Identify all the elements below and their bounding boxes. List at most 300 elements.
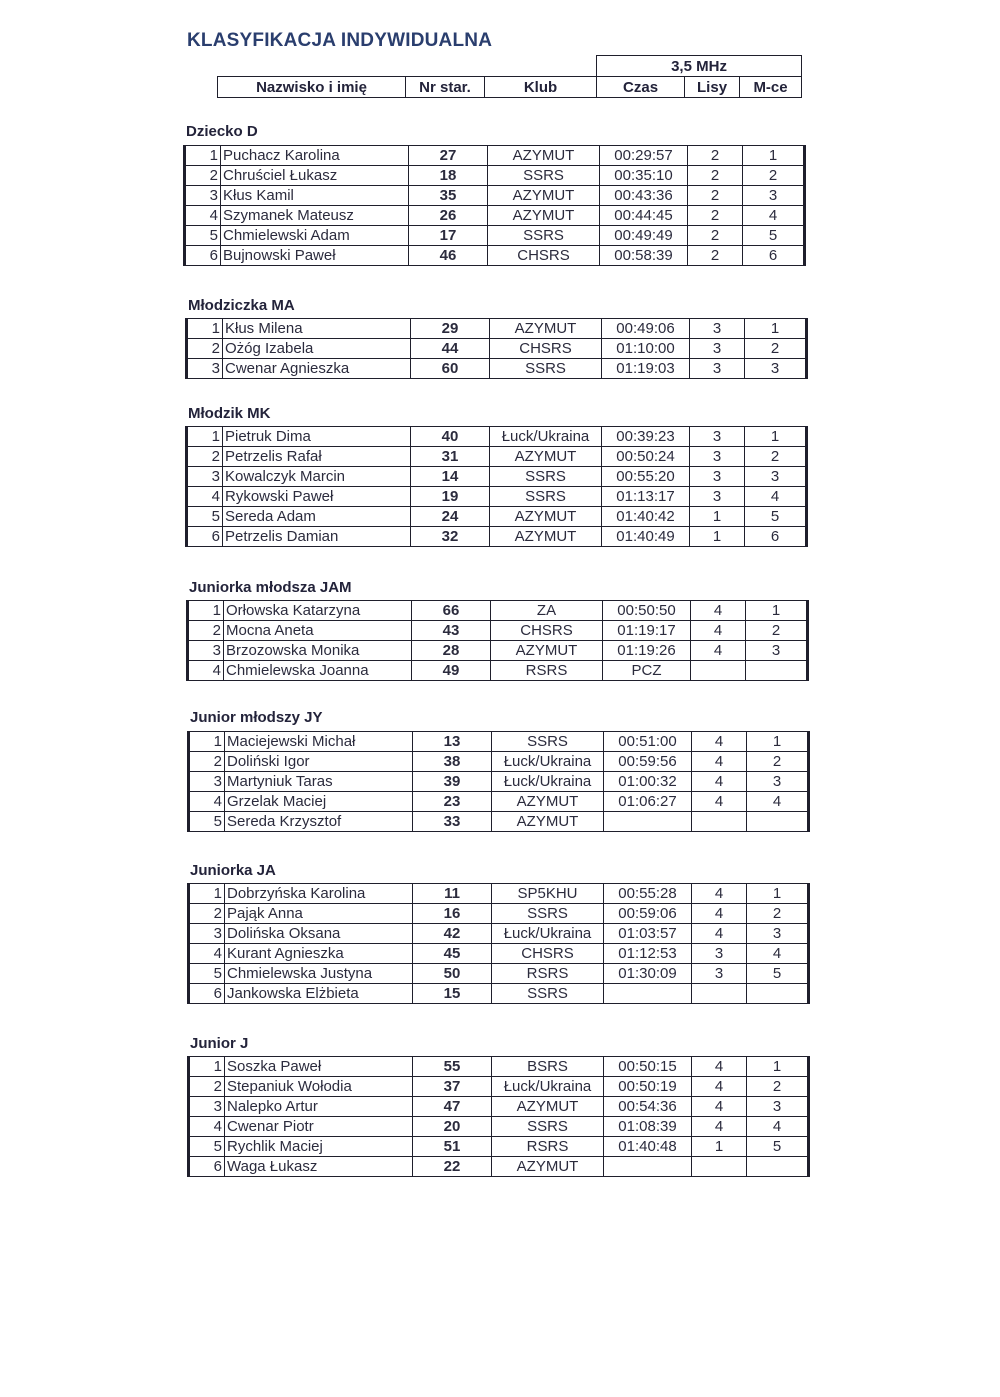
start-number-cell: 22 xyxy=(413,1157,492,1177)
club-cell: AZYMUT xyxy=(490,319,602,339)
competitor-name-cell: Dobrzyńska Karolina xyxy=(225,884,413,904)
foxes-cell: 3 xyxy=(690,359,745,379)
competitor-name-cell: Ożóg Izabela xyxy=(223,339,411,359)
start-number-cell: 28 xyxy=(412,641,491,661)
table-row xyxy=(187,467,807,487)
section-label: Dziecko D xyxy=(186,123,258,140)
time-cell: 00:54:36 xyxy=(604,1097,692,1117)
place-number-cell: 1 xyxy=(187,427,223,447)
competitor-name-cell: Grzelak Maciej xyxy=(225,792,413,812)
club-cell: AZYMUT xyxy=(492,1157,604,1177)
place-number-cell: 2 xyxy=(189,752,225,772)
page-title: KLASYFIKACJA INDYWIDUALNA xyxy=(187,30,493,51)
place-number-cell: 3 xyxy=(189,924,225,944)
foxes-cell: 3 xyxy=(690,319,745,339)
time-cell: 01:10:00 xyxy=(602,339,690,359)
club-cell: Łuck/Ukraina xyxy=(492,924,604,944)
competitor-name-cell: Petrzelis Damian xyxy=(223,527,411,547)
position-cell: 1 xyxy=(747,732,809,752)
time-cell: 00:39:23 xyxy=(602,427,690,447)
position-cell: 5 xyxy=(745,507,807,527)
position-cell: 3 xyxy=(745,467,807,487)
place-number-cell: 3 xyxy=(187,359,223,379)
start-number-cell: 23 xyxy=(413,792,492,812)
competitor-name-cell: Orłowska Katarzyna xyxy=(224,601,412,621)
table-row xyxy=(189,884,809,904)
table-row xyxy=(189,944,809,964)
position-cell xyxy=(747,812,809,832)
time-cell: 00:50:19 xyxy=(604,1077,692,1097)
start-number-cell: 19 xyxy=(411,487,490,507)
foxes-cell: 4 xyxy=(691,641,746,661)
club-cell: AZYMUT xyxy=(492,812,604,832)
club-cell: AZYMUT xyxy=(488,186,600,206)
table-row xyxy=(189,1097,809,1117)
position-cell: 4 xyxy=(743,206,805,226)
section-label: Juniorka młodsza JAM xyxy=(189,579,352,596)
competitor-name-cell: Cwenar Agnieszka xyxy=(223,359,411,379)
results-table xyxy=(183,145,806,266)
competitor-name-cell: Sereda Adam xyxy=(223,507,411,527)
position-cell: 2 xyxy=(747,752,809,772)
time-cell: 01:19:03 xyxy=(602,359,690,379)
time-cell: 01:40:49 xyxy=(602,527,690,547)
club-cell: BSRS xyxy=(492,1057,604,1077)
time-cell: 00:44:45 xyxy=(600,206,688,226)
position-cell: 2 xyxy=(745,339,807,359)
place-number-cell: 3 xyxy=(187,467,223,487)
foxes-cell: 3 xyxy=(690,427,745,447)
table-row xyxy=(185,186,805,206)
time-cell: 01:00:32 xyxy=(604,772,692,792)
foxes-cell: 4 xyxy=(691,621,746,641)
foxes-cell: 3 xyxy=(692,964,747,984)
foxes-cell: 1 xyxy=(692,1137,747,1157)
results-table xyxy=(187,883,810,1004)
place-number-cell: 4 xyxy=(188,661,224,681)
position-cell: 3 xyxy=(747,772,809,792)
competitor-name-cell: Waga Łukasz xyxy=(225,1157,413,1177)
club-cell: AZYMUT xyxy=(492,1097,604,1117)
time-cell: 01:03:57 xyxy=(604,924,692,944)
time-cell: 00:49:06 xyxy=(602,319,690,339)
start-number-cell: 13 xyxy=(413,732,492,752)
club-cell: AZYMUT xyxy=(491,641,603,661)
place-number-cell: 3 xyxy=(188,641,224,661)
competitor-name-cell: Maciejewski Michał xyxy=(225,732,413,752)
place-number-cell: 6 xyxy=(189,1157,225,1177)
time-cell: 01:06:27 xyxy=(604,792,692,812)
table-row xyxy=(187,447,807,467)
table-row xyxy=(189,732,809,752)
table-row xyxy=(189,1157,809,1177)
start-number-cell: 16 xyxy=(413,904,492,924)
competitor-name-cell: Szymanek Mateusz xyxy=(221,206,409,226)
place-number-cell: 4 xyxy=(189,1117,225,1137)
start-number-cell: 11 xyxy=(413,884,492,904)
competitor-name-cell: Kłus Milena xyxy=(223,319,411,339)
position-cell: 2 xyxy=(747,904,809,924)
section-label: Junior młodszy JY xyxy=(190,709,323,726)
position-cell: 5 xyxy=(747,1137,809,1157)
club-cell: SSRS xyxy=(492,1117,604,1137)
competitor-name-cell: Nalepko Artur xyxy=(225,1097,413,1117)
results-table xyxy=(187,731,810,832)
place-number-cell: 6 xyxy=(189,984,225,1004)
club-cell: SSRS xyxy=(492,984,604,1004)
competitor-name-cell: Soszka Paweł xyxy=(225,1057,413,1077)
foxes-cell: 4 xyxy=(691,601,746,621)
time-cell: 01:30:09 xyxy=(604,964,692,984)
table-row xyxy=(189,1117,809,1137)
position-cell: 1 xyxy=(745,427,807,447)
competitor-name-cell: Brzozowska Monika xyxy=(224,641,412,661)
club-cell: AZYMUT xyxy=(490,447,602,467)
time-cell: 00:59:56 xyxy=(604,752,692,772)
club-cell: CHSRS xyxy=(492,944,604,964)
table-row xyxy=(187,487,807,507)
competitor-name-cell: Rykowski Paweł xyxy=(223,487,411,507)
table-row xyxy=(189,924,809,944)
time-cell: 01:08:39 xyxy=(604,1117,692,1137)
place-number-cell: 3 xyxy=(189,1097,225,1117)
table-row xyxy=(187,319,807,339)
place-number-cell: 6 xyxy=(187,527,223,547)
position-cell: 1 xyxy=(745,319,807,339)
club-cell: SSRS xyxy=(492,732,604,752)
place-number-cell: 2 xyxy=(189,904,225,924)
time-cell: 00:50:24 xyxy=(602,447,690,467)
place-number-cell: 2 xyxy=(185,166,221,186)
time-cell: 00:55:28 xyxy=(604,884,692,904)
table-row xyxy=(187,339,807,359)
table-row xyxy=(188,601,808,621)
place-number-cell: 2 xyxy=(188,621,224,641)
place-number-cell: 1 xyxy=(188,601,224,621)
place-number-cell: 1 xyxy=(189,732,225,752)
position-cell: 4 xyxy=(747,944,809,964)
start-number-cell: 43 xyxy=(412,621,491,641)
results-table xyxy=(185,426,808,547)
club-cell: CHSRS xyxy=(491,621,603,641)
position-cell: 2 xyxy=(747,1077,809,1097)
place-number-cell: 4 xyxy=(189,944,225,964)
position-cell: 2 xyxy=(746,621,808,641)
place-number-cell: 4 xyxy=(187,487,223,507)
place-number-cell: 4 xyxy=(185,206,221,226)
foxes-cell xyxy=(692,984,747,1004)
table-row xyxy=(185,206,805,226)
start-number-cell: 47 xyxy=(413,1097,492,1117)
table-row xyxy=(189,792,809,812)
position-cell: 5 xyxy=(747,964,809,984)
competitor-name-cell: Petrzelis Rafał xyxy=(223,447,411,467)
time-cell: PCZ xyxy=(603,661,691,681)
table-row xyxy=(187,507,807,527)
foxes-cell: 4 xyxy=(692,792,747,812)
table-row xyxy=(188,621,808,641)
competitor-name-cell: Kurant Agnieszka xyxy=(225,944,413,964)
col-header-mce: M-ce xyxy=(740,77,802,98)
foxes-cell xyxy=(691,661,746,681)
place-number-cell: 5 xyxy=(189,964,225,984)
table-row xyxy=(189,1137,809,1157)
foxes-cell: 4 xyxy=(692,924,747,944)
time-cell: 00:59:06 xyxy=(604,904,692,924)
club-cell: Łuck/Ukraina xyxy=(492,772,604,792)
section-label: Młodziczka MA xyxy=(188,297,295,314)
position-cell: 4 xyxy=(747,792,809,812)
club-cell: AZYMUT xyxy=(490,507,602,527)
results-table xyxy=(185,318,808,379)
club-cell: SSRS xyxy=(488,166,600,186)
foxes-cell: 4 xyxy=(692,884,747,904)
competitor-name-cell: Dolińska Oksana xyxy=(225,924,413,944)
results-table xyxy=(187,1056,810,1177)
competitor-name-cell: Stepaniuk Wołodia xyxy=(225,1077,413,1097)
foxes-cell: 3 xyxy=(692,944,747,964)
start-number-cell: 14 xyxy=(411,467,490,487)
foxes-cell: 4 xyxy=(692,904,747,924)
start-number-cell: 39 xyxy=(413,772,492,792)
competitor-name-cell: Chmielewska Justyna xyxy=(225,964,413,984)
position-cell: 3 xyxy=(743,186,805,206)
time-cell: 00:51:00 xyxy=(604,732,692,752)
club-cell: SSRS xyxy=(490,487,602,507)
competitor-name-cell: Pietruk Dima xyxy=(223,427,411,447)
time-cell: 00:58:39 xyxy=(600,246,688,266)
position-cell: 3 xyxy=(745,359,807,379)
table-row xyxy=(189,1077,809,1097)
time-cell: 00:50:15 xyxy=(604,1057,692,1077)
foxes-cell: 4 xyxy=(692,1077,747,1097)
time-cell: 00:49:49 xyxy=(600,226,688,246)
section-label: Junior J xyxy=(190,1035,249,1052)
place-number-cell: 1 xyxy=(189,1057,225,1077)
club-cell: SSRS xyxy=(490,467,602,487)
table-row xyxy=(189,772,809,792)
club-cell: Łuck/Ukraina xyxy=(492,752,604,772)
competitor-name-cell: Mocna Aneta xyxy=(224,621,412,641)
foxes-cell: 3 xyxy=(690,447,745,467)
col-header-name: Nazwisko i imię xyxy=(218,77,406,98)
start-number-cell: 42 xyxy=(413,924,492,944)
start-number-cell: 46 xyxy=(409,246,488,266)
place-number-cell: 5 xyxy=(189,1137,225,1157)
table-row xyxy=(188,641,808,661)
place-number-cell: 6 xyxy=(185,246,221,266)
club-cell: CHSRS xyxy=(488,246,600,266)
table-row xyxy=(185,226,805,246)
time-cell: 01:40:48 xyxy=(604,1137,692,1157)
position-cell: 5 xyxy=(743,226,805,246)
place-number-cell: 3 xyxy=(189,772,225,792)
table-row xyxy=(187,527,807,547)
start-number-cell: 55 xyxy=(413,1057,492,1077)
foxes-cell: 4 xyxy=(692,772,747,792)
place-number-cell: 1 xyxy=(189,884,225,904)
club-cell: AZYMUT xyxy=(488,146,600,166)
table-row xyxy=(185,166,805,186)
results-table xyxy=(186,600,809,681)
start-number-cell: 51 xyxy=(413,1137,492,1157)
place-number-cell: 2 xyxy=(187,339,223,359)
foxes-cell: 2 xyxy=(688,186,743,206)
competitor-name-cell: Chmielewski Adam xyxy=(221,226,409,246)
start-number-cell: 50 xyxy=(413,964,492,984)
position-cell xyxy=(747,1157,809,1177)
table-row xyxy=(185,246,805,266)
start-number-cell: 45 xyxy=(413,944,492,964)
foxes-cell: 1 xyxy=(690,527,745,547)
position-cell xyxy=(747,984,809,1004)
foxes-cell: 4 xyxy=(692,732,747,752)
foxes-cell: 2 xyxy=(688,166,743,186)
position-cell: 2 xyxy=(743,166,805,186)
start-number-cell: 40 xyxy=(411,427,490,447)
competitor-name-cell: Kłus Kamil xyxy=(221,186,409,206)
foxes-cell: 4 xyxy=(692,1117,747,1137)
competitor-name-cell: Martyniuk Taras xyxy=(225,772,413,792)
club-cell: SSRS xyxy=(490,359,602,379)
position-cell: 1 xyxy=(747,884,809,904)
start-number-cell: 66 xyxy=(412,601,491,621)
time-cell: 00:43:36 xyxy=(600,186,688,206)
table-row xyxy=(189,752,809,772)
table-row xyxy=(188,661,808,681)
band-header: 3,5 MHz xyxy=(597,56,802,77)
foxes-cell: 2 xyxy=(688,146,743,166)
competitor-name-cell: Cwenar Piotr xyxy=(225,1117,413,1137)
col-header-czas: Czas xyxy=(597,77,685,98)
place-number-cell: 5 xyxy=(187,507,223,527)
club-cell: AZYMUT xyxy=(488,206,600,226)
time-cell xyxy=(604,812,692,832)
start-number-cell: 44 xyxy=(411,339,490,359)
place-number-cell: 1 xyxy=(185,146,221,166)
start-number-cell: 20 xyxy=(413,1117,492,1137)
foxes-cell: 4 xyxy=(692,1057,747,1077)
club-cell: Łuck/Ukraina xyxy=(492,1077,604,1097)
place-number-cell: 1 xyxy=(187,319,223,339)
table-row xyxy=(189,964,809,984)
column-header-table xyxy=(217,55,802,98)
position-cell: 3 xyxy=(747,1097,809,1117)
position-cell: 3 xyxy=(747,924,809,944)
time-cell: 00:29:57 xyxy=(600,146,688,166)
club-cell: SSRS xyxy=(492,904,604,924)
competitor-name-cell: Bujnowski Paweł xyxy=(221,246,409,266)
table-row xyxy=(185,146,805,166)
place-number-cell: 2 xyxy=(189,1077,225,1097)
foxes-cell: 1 xyxy=(690,507,745,527)
start-number-cell: 35 xyxy=(409,186,488,206)
position-cell: 3 xyxy=(746,641,808,661)
place-number-cell: 5 xyxy=(185,226,221,246)
club-cell: ZA xyxy=(491,601,603,621)
start-number-cell: 49 xyxy=(412,661,491,681)
section-label: Młodzik MK xyxy=(188,405,271,422)
competitor-name-cell: Kowalczyk Marcin xyxy=(223,467,411,487)
position-cell: 4 xyxy=(745,487,807,507)
start-number-cell: 37 xyxy=(413,1077,492,1097)
foxes-cell: 3 xyxy=(690,467,745,487)
table-row xyxy=(189,812,809,832)
foxes-cell: 2 xyxy=(688,226,743,246)
position-cell: 6 xyxy=(743,246,805,266)
start-number-cell: 18 xyxy=(409,166,488,186)
table-row xyxy=(189,904,809,924)
club-cell: Łuck/Ukraina xyxy=(490,427,602,447)
time-cell xyxy=(604,1157,692,1177)
place-number-cell: 2 xyxy=(187,447,223,467)
club-cell: RSRS xyxy=(492,964,604,984)
competitor-name-cell: Sereda Krzysztof xyxy=(225,812,413,832)
club-cell: SP5KHU xyxy=(492,884,604,904)
time-cell: 01:40:42 xyxy=(602,507,690,527)
foxes-cell: 3 xyxy=(690,487,745,507)
foxes-cell: 4 xyxy=(692,752,747,772)
start-number-cell: 33 xyxy=(413,812,492,832)
foxes-cell: 2 xyxy=(688,206,743,226)
time-cell: 01:12:53 xyxy=(604,944,692,964)
foxes-cell: 4 xyxy=(692,1097,747,1117)
position-cell: 6 xyxy=(745,527,807,547)
position-cell: 4 xyxy=(747,1117,809,1137)
club-cell: CHSRS xyxy=(490,339,602,359)
start-number-cell: 60 xyxy=(411,359,490,379)
competitor-name-cell: Jankowska Elżbieta xyxy=(225,984,413,1004)
start-number-cell: 38 xyxy=(413,752,492,772)
foxes-cell: 3 xyxy=(690,339,745,359)
section-label: Juniorka JA xyxy=(190,862,276,879)
club-cell: AZYMUT xyxy=(492,792,604,812)
competitor-name-cell: Rychlik Maciej xyxy=(225,1137,413,1157)
time-cell: 00:50:50 xyxy=(603,601,691,621)
place-number-cell: 5 xyxy=(189,812,225,832)
table-row xyxy=(189,984,809,1004)
competitor-name-cell: Chmielewska Joanna xyxy=(224,661,412,681)
start-number-cell: 15 xyxy=(413,984,492,1004)
place-number-cell: 3 xyxy=(185,186,221,206)
foxes-cell xyxy=(692,812,747,832)
time-cell: 00:35:10 xyxy=(600,166,688,186)
start-number-cell: 29 xyxy=(411,319,490,339)
start-number-cell: 31 xyxy=(411,447,490,467)
position-cell: 1 xyxy=(743,146,805,166)
time-cell: 01:19:17 xyxy=(603,621,691,641)
club-cell: AZYMUT xyxy=(490,527,602,547)
place-number-cell: 4 xyxy=(189,792,225,812)
start-number-cell: 26 xyxy=(409,206,488,226)
competitor-name-cell: Puchacz Karolina xyxy=(221,146,409,166)
col-header-klub: Klub xyxy=(485,77,597,98)
position-cell: 1 xyxy=(747,1057,809,1077)
table-row xyxy=(187,359,807,379)
table-row xyxy=(187,427,807,447)
time-cell xyxy=(604,984,692,1004)
table-row xyxy=(189,1057,809,1077)
start-number-cell: 32 xyxy=(411,527,490,547)
foxes-cell: 2 xyxy=(688,246,743,266)
club-cell: SSRS xyxy=(488,226,600,246)
col-header-nr: Nr star. xyxy=(406,77,485,98)
competitor-name-cell: Pająk Anna xyxy=(225,904,413,924)
club-cell: RSRS xyxy=(492,1137,604,1157)
time-cell: 01:13:17 xyxy=(602,487,690,507)
position-cell xyxy=(746,661,808,681)
position-cell: 2 xyxy=(745,447,807,467)
